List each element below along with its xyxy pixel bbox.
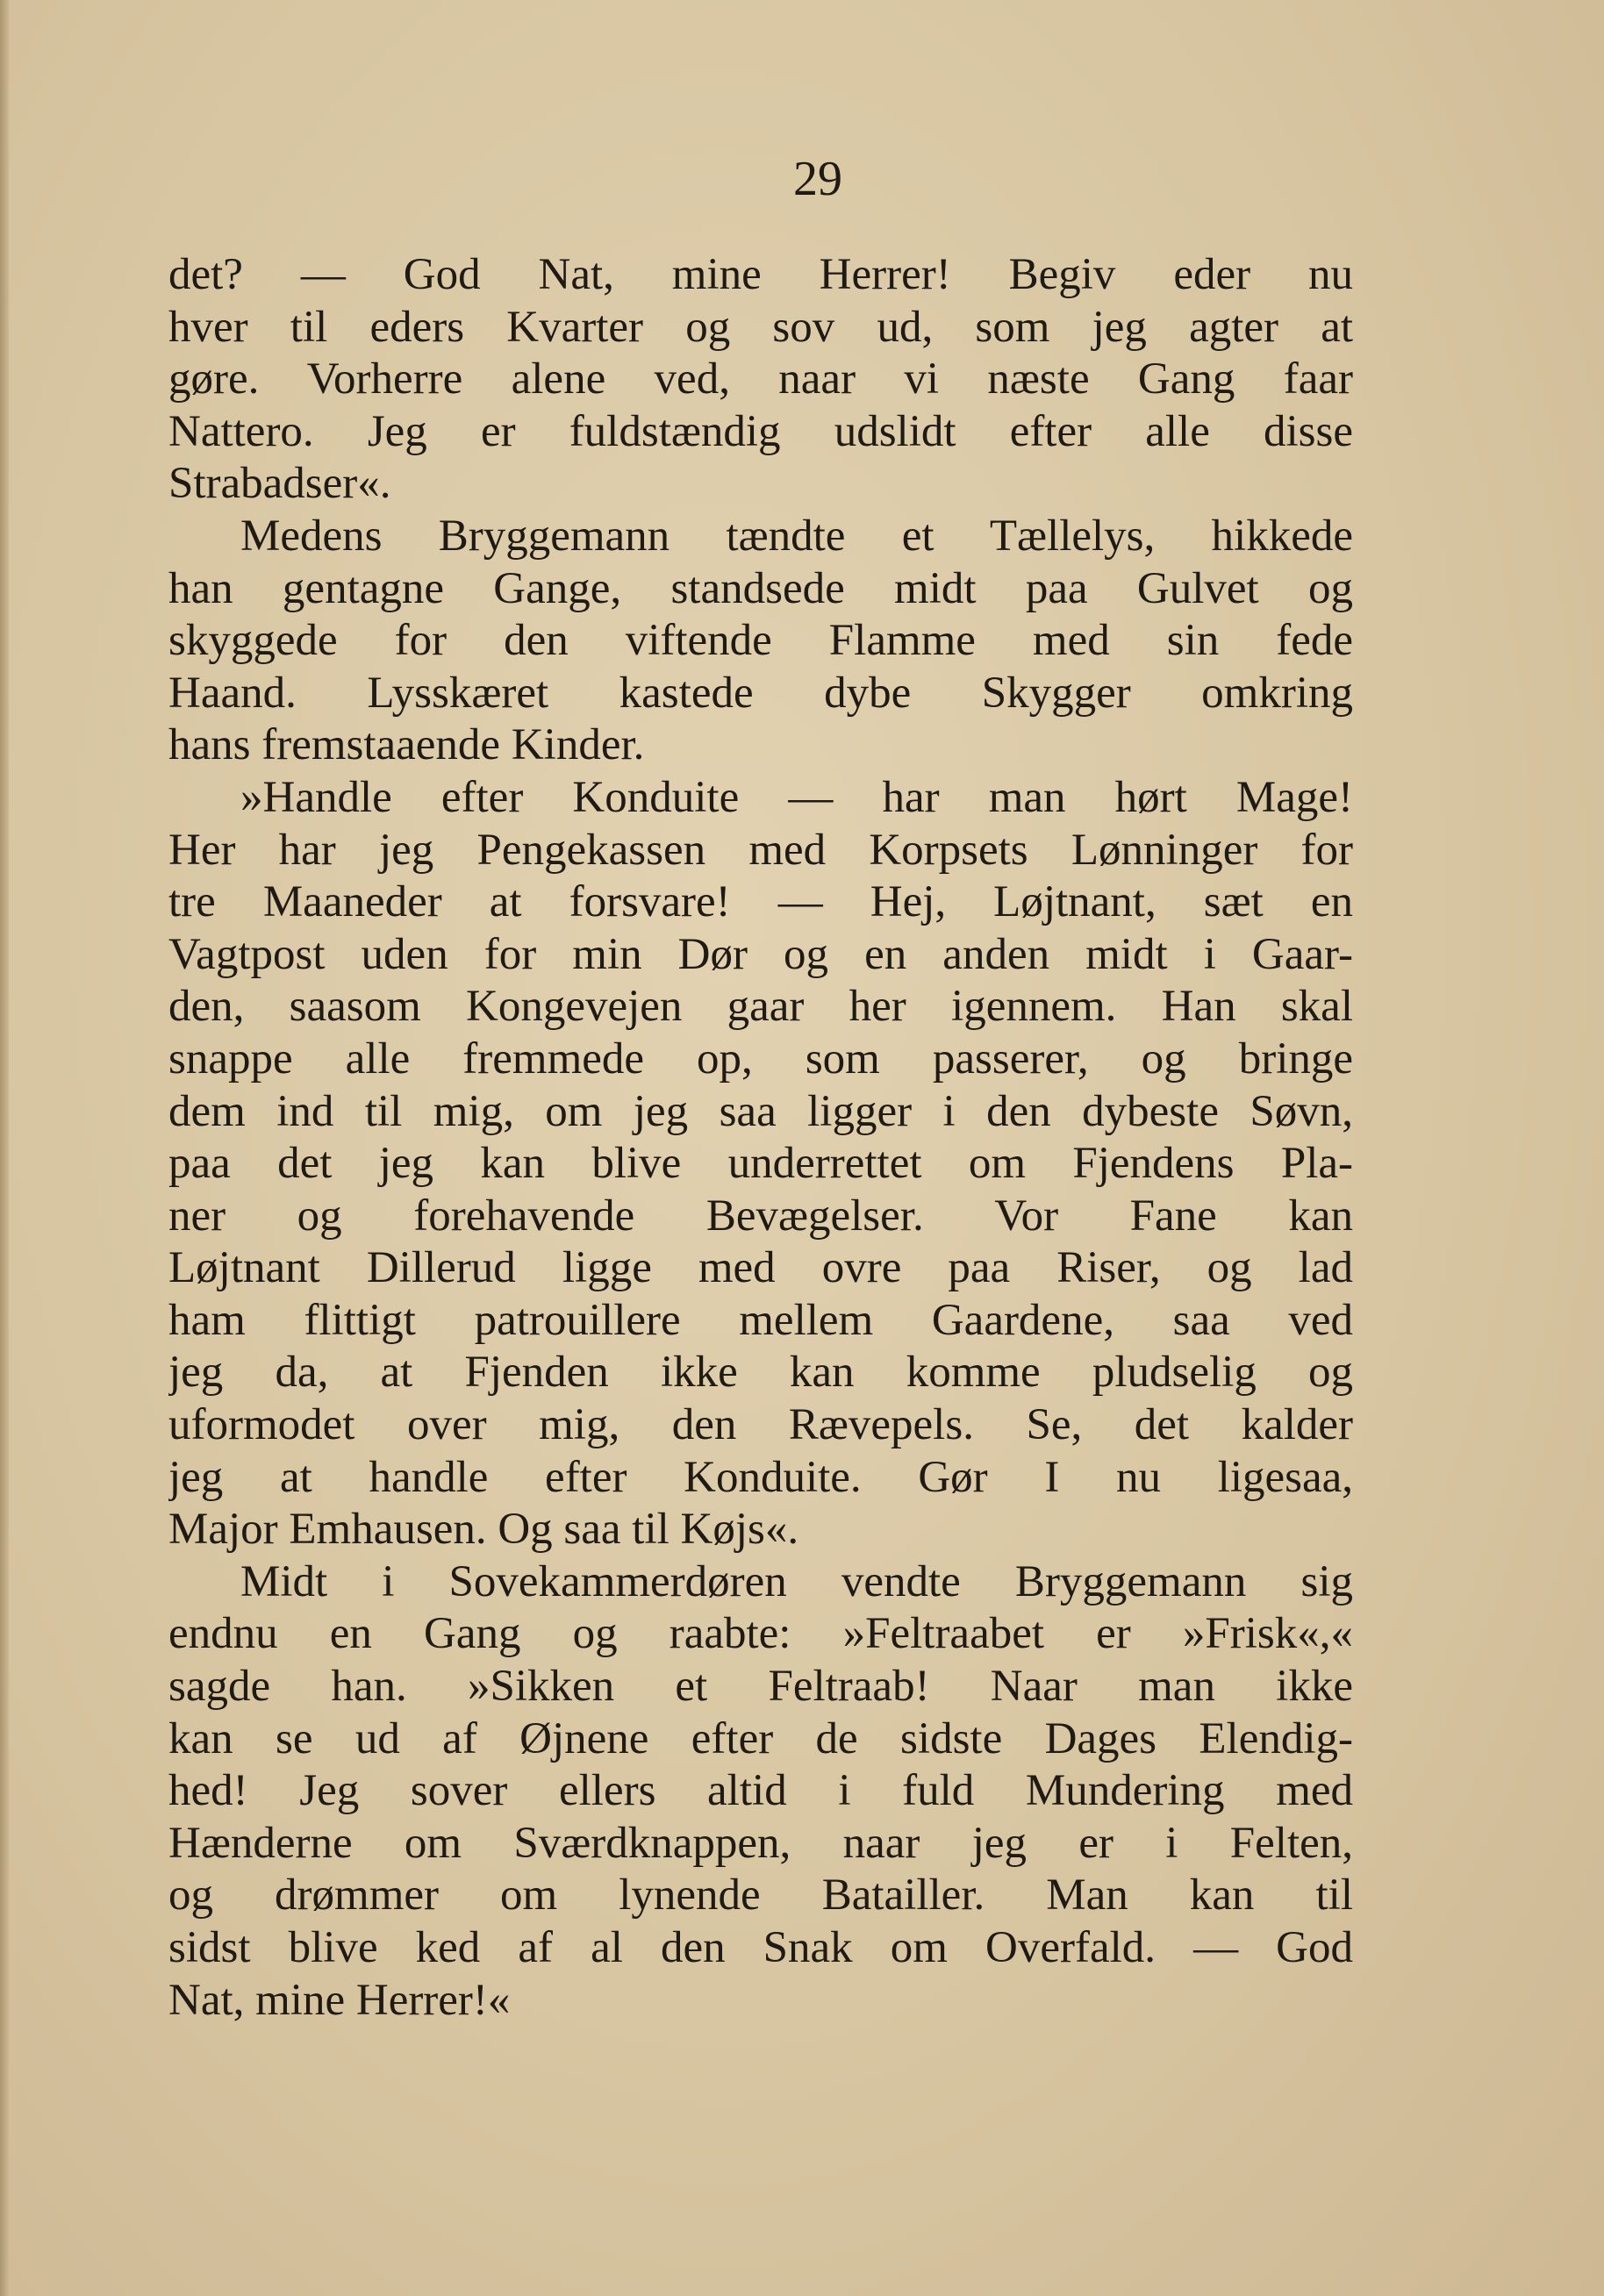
text-line: hver til eders Kvarter og sov ud, som jeg agter at [168, 302, 1353, 352]
body-text [168, 249, 1353, 2027]
text-line: kan se ud af Øjnene efter de sidste Dages Elendig- [168, 1713, 1353, 1763]
text-line: Haand. Lysskæret kastede dybe Skygger omkring [168, 668, 1353, 718]
text-line: gøre. Vorherre alene ved, naar vi næste Gang faar [168, 354, 1353, 404]
text-line: hed! Jeg sover ellers altid i fuld Mundering med [168, 1766, 1353, 1816]
text-line: det? — God Nat, mine Herrer! Begiv eder nu [168, 250, 1353, 299]
text-line: Midt i Sovekammerdøren vendte Bryggemann sig [240, 1556, 1353, 1606]
text-line: tre Maaneder at forsvare! — Hej, Løjtnant, sæt en [168, 877, 1353, 927]
text-line: sagde han. »Sikken et Feltraab! Naar man ikke [168, 1662, 1353, 1712]
text-line: endnu en Gang og raabte: »Feltraabet er »Frisk«,« [168, 1609, 1353, 1659]
text-line: snappe alle fremmede op, som passerer, og bringe [168, 1034, 1353, 1084]
text-line: Nattero. Jeg er fuldstændig udslidt efter alle disse [168, 406, 1353, 456]
text-line: Hænderne om Sværdknappen, naar jeg er i Felten, [168, 1818, 1353, 1868]
text-line: han gentagne Gange, standsede midt paa Gulvet og [168, 563, 1353, 613]
text-line: jeg at handle efter Konduite. Gør I nu ligesaa, [168, 1452, 1353, 1502]
text-line: jeg da, at Fjenden ikke kan komme pludselig og [168, 1348, 1353, 1398]
text-line: og drømmer om lynende Batailler. Man kan til [168, 1870, 1353, 1920]
text-line: ham flittigt patrouillere mellem Gaardene, saa ved [168, 1295, 1353, 1345]
text-line: Medens Bryggemann tændte et Tællelys, hikkede [240, 511, 1353, 561]
text-line: dem ind til mig, om jeg saa ligger i den dybeste Søvn, [168, 1086, 1353, 1136]
text-line: »Handle efter Konduite — har man hørt Mage! [240, 772, 1353, 822]
text-line: Løjtnant Dillerud ligge med ovre paa Riser, og lad [168, 1243, 1353, 1293]
text-line: ner og forehavende Bevægelser. Vor Fane kan [168, 1191, 1353, 1241]
text-line: Major Emhausen. Og saa til Køjs«. [168, 1505, 799, 1555]
text-line: Nat, mine Herrer!« [168, 1975, 511, 2025]
text-line: hans fremstaaende Kinder. [168, 720, 645, 770]
text-line: skyggede for den viftende Flamme med sin fede [168, 616, 1353, 666]
text-line: Her har jeg Pengekassen med Korpsets Lønninger for [168, 825, 1353, 875]
text-line: paa det jeg kan blive underrettet om Fjendens Pla- [168, 1139, 1353, 1189]
text-line: Strabadser«. [168, 459, 391, 509]
text-line: sidst blive ked af al den Snak om Overfald. — God [168, 1923, 1353, 1972]
text-line: Vagtpost uden for min Dør og en anden midt i Gaar- [168, 929, 1353, 979]
page-number: 29 [793, 152, 842, 206]
page-binding-edge [0, 0, 9, 2296]
text-line: uformodet over mig, den Rævepels. Se, det kalder [168, 1400, 1353, 1450]
text-line: den, saasom Kongevejen gaar her igennem. Han skal [168, 982, 1353, 1032]
